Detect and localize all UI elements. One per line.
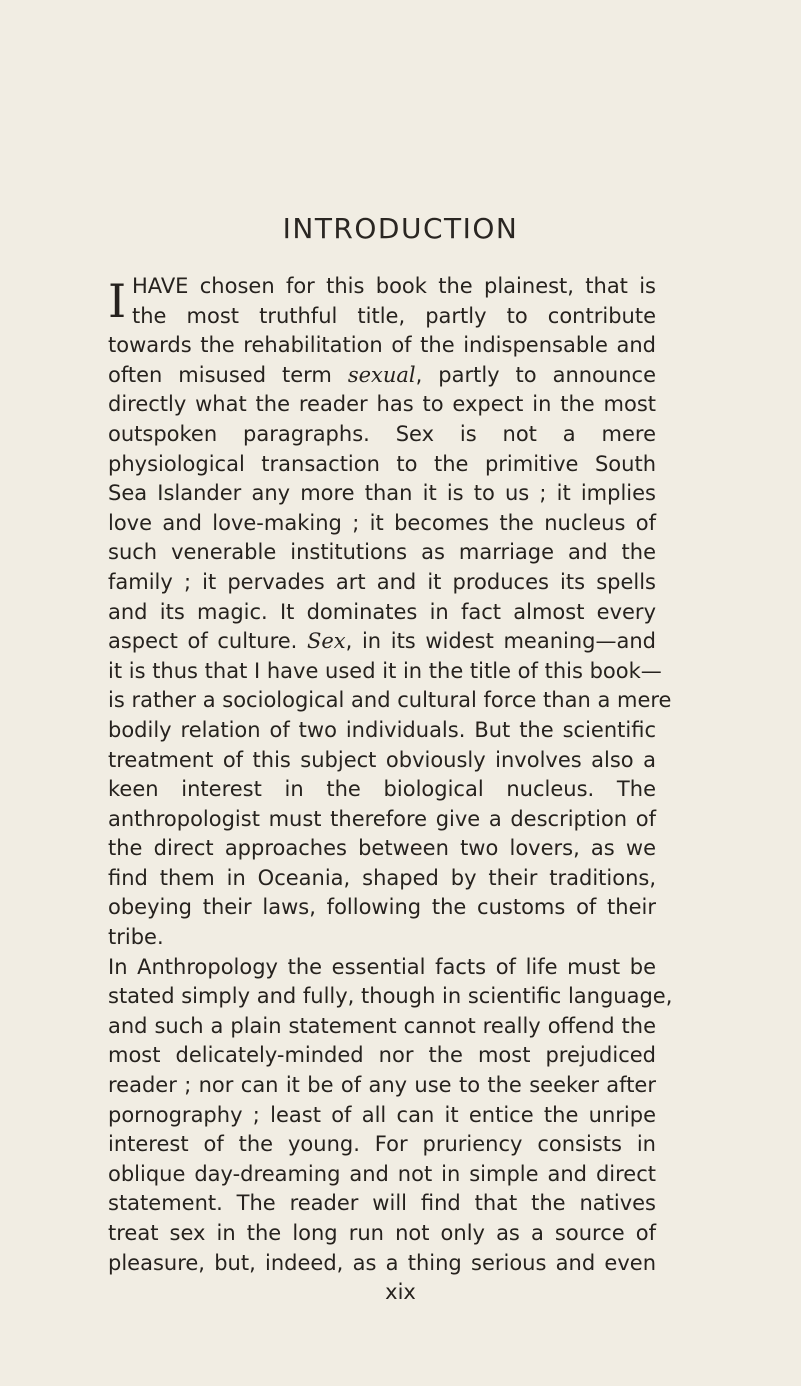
text-line: physiological transaction to the primitive South — [108, 451, 656, 476]
text-line: it is thus that I have used it in the title of this book— — [108, 658, 662, 683]
text-line: HAVE chosen for this book the plainest, that is — [132, 274, 656, 298]
text-line: pornography ; least of all can it entice the unripe — [108, 1102, 656, 1127]
chapter-heading: INTRODUCTION — [282, 212, 519, 245]
page-number: xix — [385, 1280, 416, 1304]
text-line: most delicately-minded nor the most prejudiced — [108, 1043, 656, 1068]
text-line: stated simply and fully, though in scientific language, — [108, 984, 673, 1009]
text-line: In Anthropology the essential facts of life must be — [108, 954, 656, 979]
italic-term: sexual — [347, 362, 416, 387]
text-line: interest of the young. For pruriency consists in — [108, 1132, 656, 1157]
text-line: the direct approaches between two lovers, as we — [108, 836, 656, 861]
paragraph-1 — [108, 272, 672, 953]
text-line: bodily relation of two individuals. But the scientific — [108, 717, 656, 742]
text-line: treat sex in the long run not only as a source of — [108, 1221, 656, 1245]
text-line: keen interest in the biological nucleus. The — [108, 777, 656, 802]
text-line: the most truthful title, partly to contribute — [132, 303, 656, 328]
text-line: anthropologist must therefore give a description of — [108, 806, 656, 831]
text-line — [108, 361, 656, 391]
text-line: oblique day-dreaming and not in simple and direct — [108, 1161, 656, 1186]
text-line: statement. The reader will find that the natives — [108, 1191, 656, 1216]
paragraph-2 — [108, 953, 673, 1279]
text-line: Sea Islander any more than it is to us ; it implies — [108, 481, 656, 506]
text-run: often misused term — [108, 362, 348, 387]
italic-term: Sex — [306, 629, 346, 654]
text-line: such venerable institutions as marriage and the — [108, 540, 656, 565]
body-text — [108, 272, 673, 1278]
text-line: love and love-making ; it becomes the nucleus of — [108, 510, 656, 535]
text-line: towards the rehabilitation of the indispensable and — [108, 333, 656, 358]
text-line: obeying their laws, following the customs of their — [108, 895, 656, 920]
text-line: outspoken paragraphs. Sex is not a mere — [108, 421, 656, 446]
text-line: find them in Oceania, shaped by their traditions, — [108, 865, 656, 890]
text-run: , in its widest meaning—and — [345, 629, 656, 654]
text-line: is rather a sociological and cultural force than a mere — [108, 688, 672, 713]
text-line: directly what the reader has to expect in the most — [108, 392, 656, 417]
text-line: and such a plain statement cannot really offend the — [108, 1013, 656, 1038]
text-line: and its magic. It dominates in fact almost every — [108, 599, 656, 624]
text-run: , partly to announce — [415, 362, 656, 387]
text-line — [108, 627, 656, 657]
text-line: treatment of this subject obviously involves also a — [108, 747, 656, 772]
text-line: reader ; nor can it be of any use to the seeker after — [108, 1073, 656, 1098]
text-line: tribe. — [108, 925, 164, 950]
text-line: family ; it pervades art and it produces its spells — [108, 569, 656, 594]
drop-cap: I — [108, 274, 127, 328]
text-run: aspect of culture. — [108, 629, 307, 654]
text-line: pleasure, but, indeed, as a thing serious and even — [108, 1250, 656, 1275]
